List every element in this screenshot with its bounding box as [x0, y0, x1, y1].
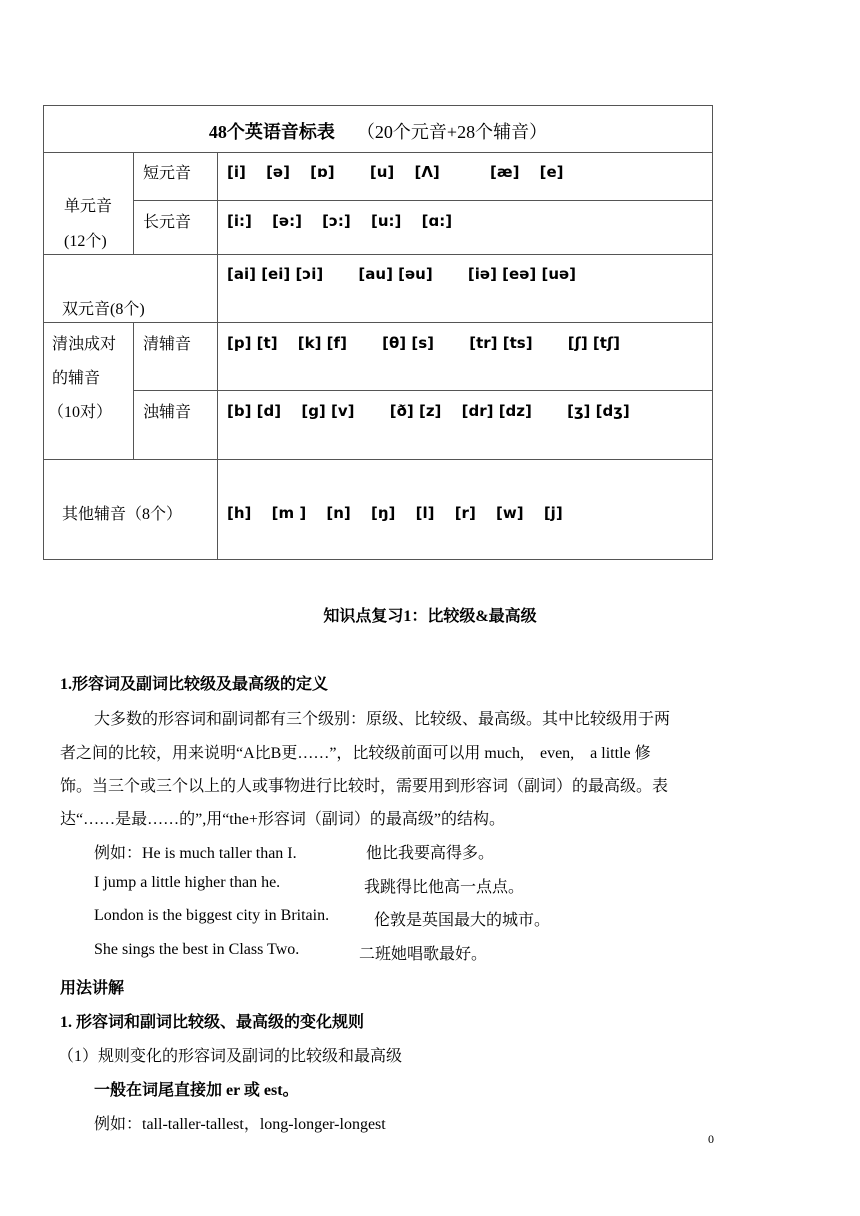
rule-text: 一般在词尾直接加 er 或 est。	[94, 1082, 299, 1099]
example-chinese: 他比我要高得多。	[366, 845, 495, 862]
paragraph-line: 者之间的比较，用来说明“A比B更……”，比较级前面可以用 much, even, a little 修	[60, 745, 651, 762]
long-vowel-ipa: [i:] [ə:] [ɔ:] [u:] [ɑ:]	[227, 212, 453, 230]
rules-heading: 1. 形容词和副词比较级、最高级的变化规则	[60, 1014, 365, 1031]
example-english: London is the biggest city in Britain.	[94, 907, 330, 924]
example-chinese: 伦敦是英国最大的城市。	[374, 912, 551, 929]
example-english: She sings the best in Class Two.	[94, 941, 300, 958]
ipa-chart-table	[43, 105, 713, 560]
paired-consonant-label-line3: （10对）	[48, 404, 113, 421]
long-vowel-label: 长元音	[143, 214, 192, 231]
paired-consonant-label-line1: 清浊成对	[52, 336, 117, 353]
definition-heading: 1.形容词及副词比较级及最高级的定义	[60, 676, 329, 693]
paired-consonant-label-line2: 的辅音	[52, 370, 101, 387]
voiced-label: 浊辅音	[143, 404, 192, 421]
rule-example: 例如：tall-taller-tallest，long-longer-longest	[94, 1116, 386, 1133]
monophthong-label: 单元音	[64, 198, 113, 215]
table-title-row	[44, 118, 712, 144]
table-subtitle: （20个元音+28个辅音）	[356, 122, 548, 142]
example-chinese: 我跳得比他高一点点。	[364, 879, 525, 896]
diphthong-label: 双元音(8个)	[62, 301, 145, 318]
voiceless-label: 清辅音	[143, 336, 192, 353]
example-chinese: 二班她唱歌最好。	[359, 946, 488, 963]
short-vowel-ipa: [i] [ə] [ɒ] [u] [Λ] [æ] [e]	[227, 163, 564, 181]
paragraph-line: 达“……是最……的”,用“the+形容词（副词）的最高级”的结构。	[60, 811, 505, 828]
section-title: 知识点复习1：比较级&最高级	[323, 608, 537, 625]
voiceless-ipa: [p] [t] [k] [f] [θ] [s] [tr] [ts] [ʃ] [tʃ]	[227, 334, 621, 352]
paragraph-line: 饰。当三个或三个以上的人或事物进行比较时，需要用到形容词（副词）的最高级。表	[60, 778, 669, 795]
monophthong-count: (12个)	[64, 233, 107, 250]
other-consonant-label: 其他辅音（8个）	[62, 506, 183, 523]
usage-heading: 用法讲解	[60, 980, 125, 997]
page-number: 0	[708, 1132, 714, 1146]
regular-change-subheading: （1）规则变化的形容词及副词的比较级和最高级	[58, 1048, 403, 1065]
example-english: 例如：He is much taller than I.	[94, 845, 297, 862]
paragraph-line: 大多数的形容词和副词都有三个级别：原级、比较级、最高级。其中比较级用于两	[94, 711, 671, 728]
other-consonant-ipa: [h] [m ] [n] [ŋ] [l] [r] [w] [j]	[227, 504, 563, 522]
diphthong-ipa: [ai] [ei] [ɔi] [au] [əu] [iə] [eə] [uə]	[227, 265, 577, 283]
voiced-ipa: [b] [d] [g] [v] [ð] [z] [dr] [dz] [ʒ] [dʒ]	[227, 402, 630, 420]
example-english: I jump a little higher than he.	[94, 874, 281, 891]
short-vowel-label: 短元音	[143, 165, 192, 182]
table-title: 48个英语音标表	[208, 122, 335, 142]
